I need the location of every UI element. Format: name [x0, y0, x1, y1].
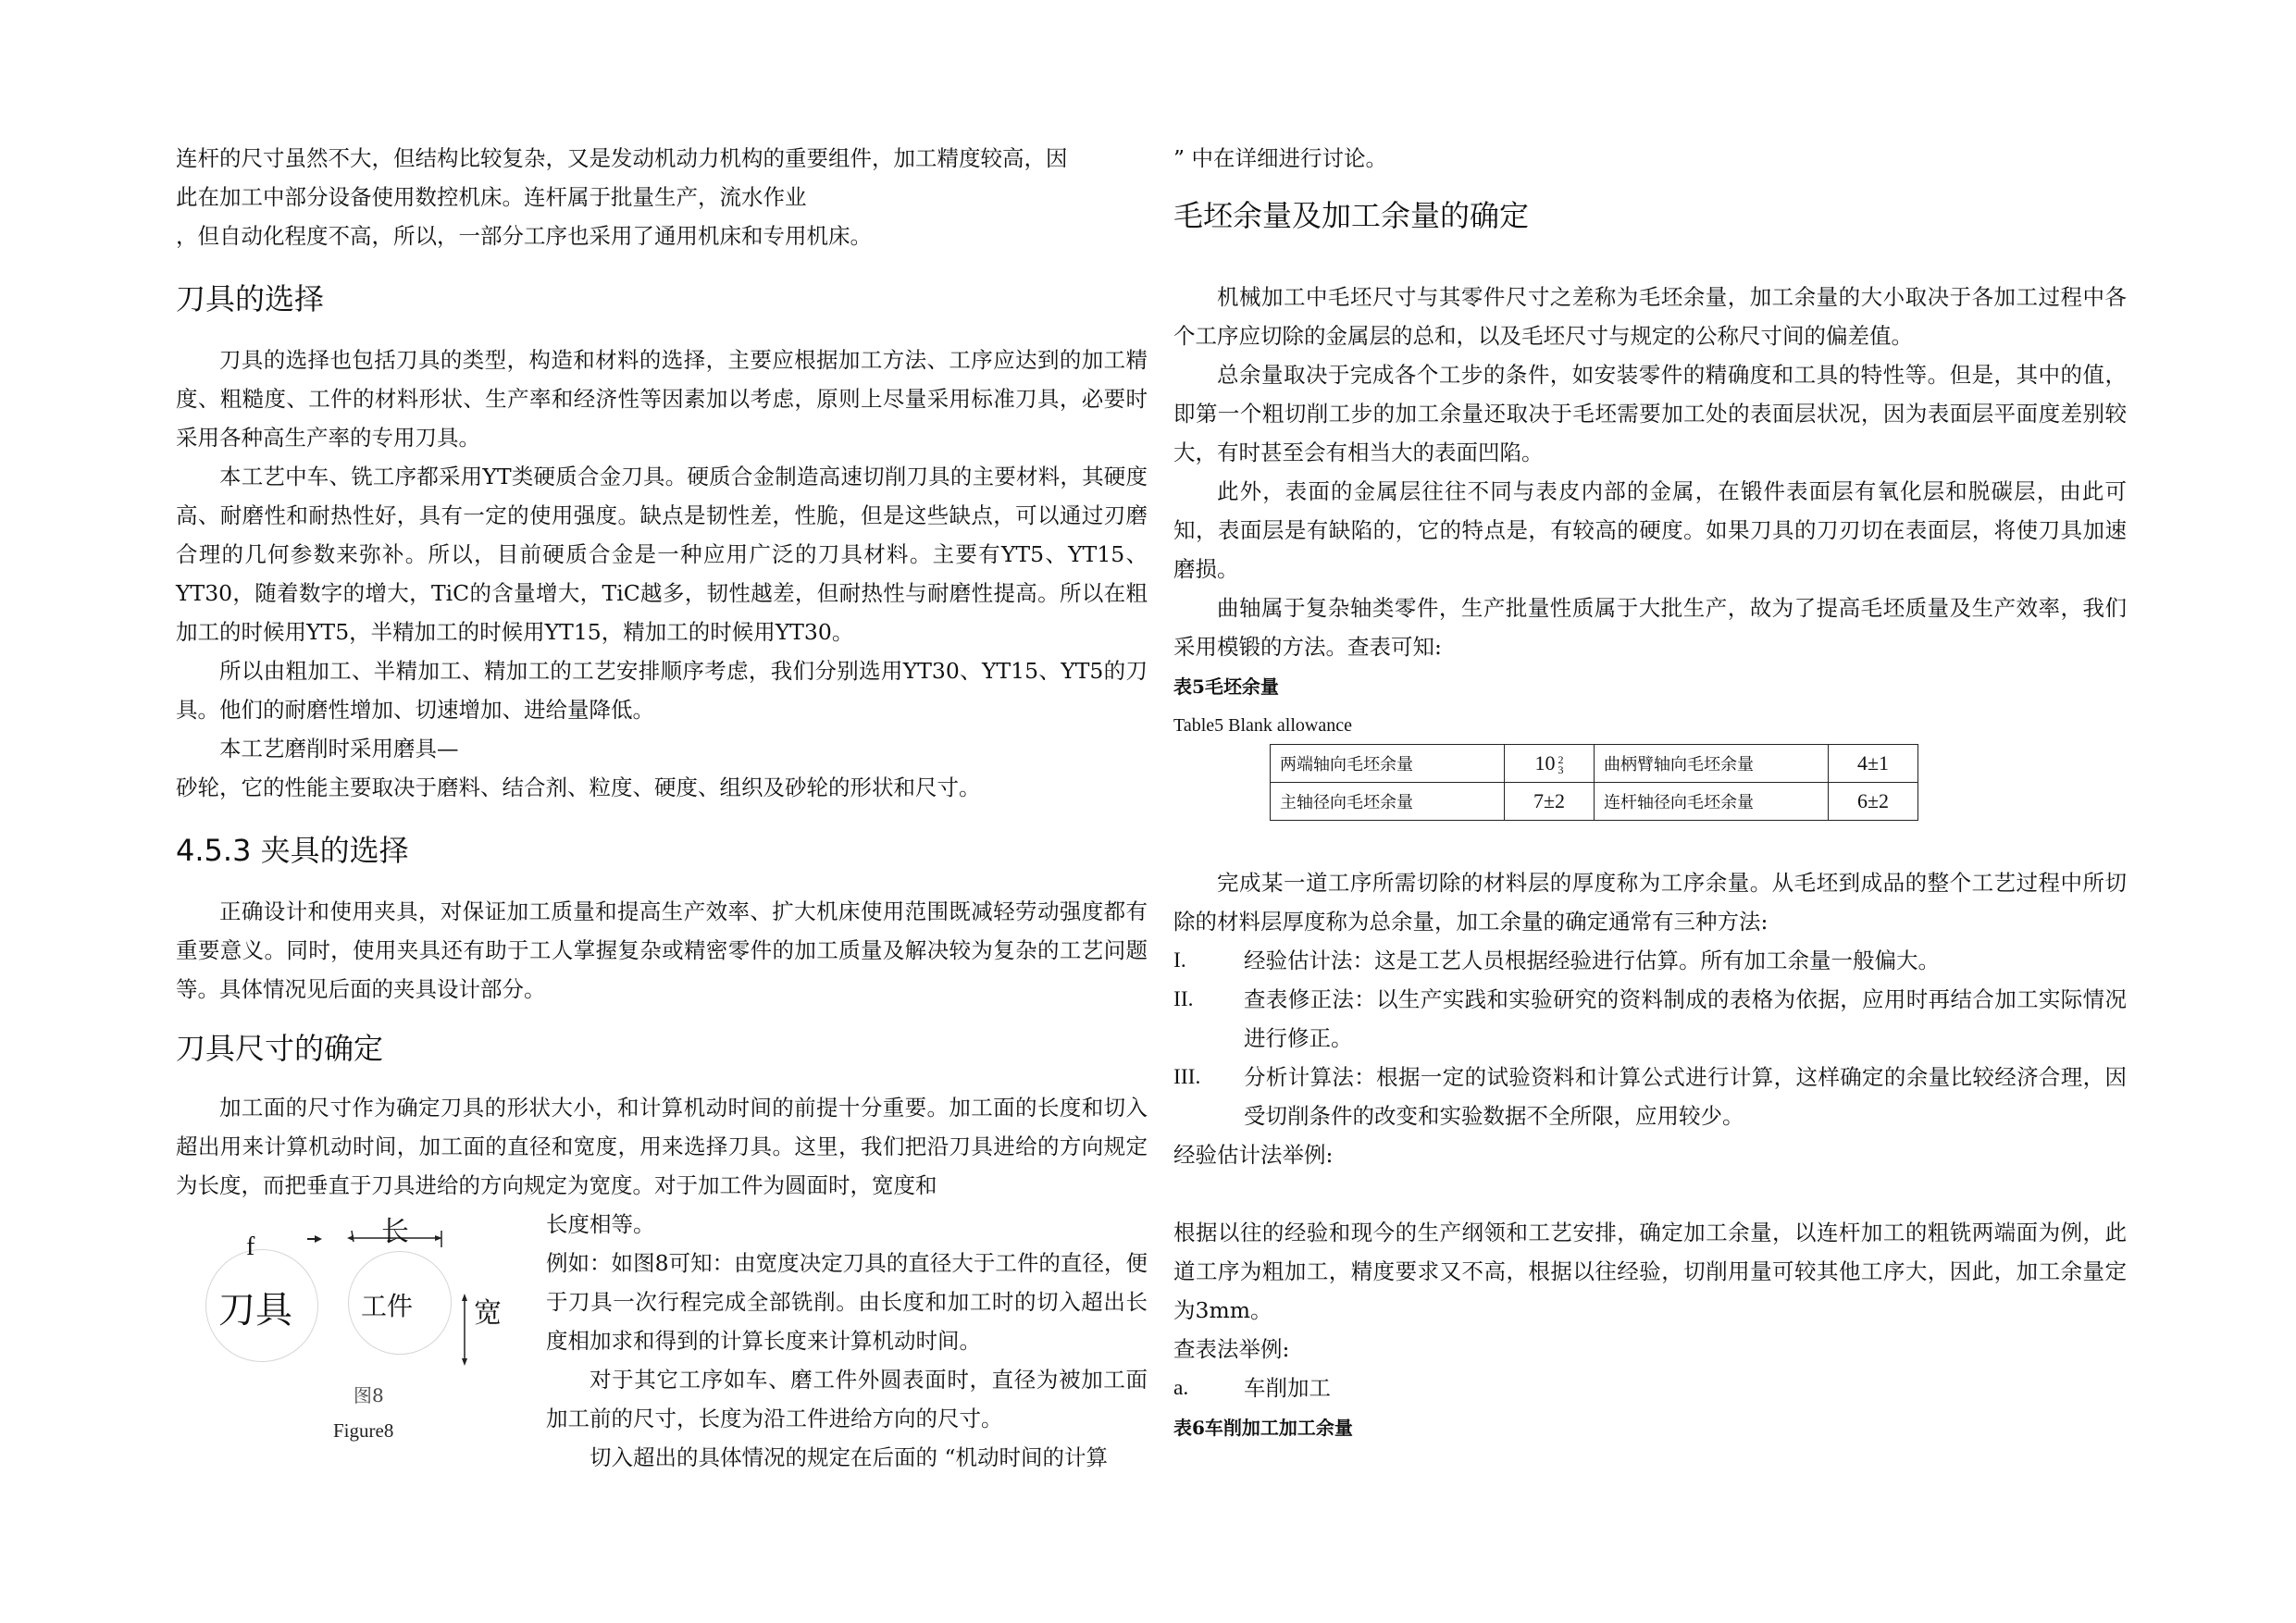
length-label: 长	[381, 1216, 409, 1248]
method-marker: III.	[1173, 1065, 1201, 1089]
heading-tool-selection: 刀具的选择	[176, 281, 325, 316]
method-item	[1173, 1058, 2127, 1135]
blank-paragraph-3: 此外，表面的金属层往往不同与表皮内部的金属，在锻件表面层有氧化层和脱碳层，由此可知，表面层是有缺陷的，它的特点是，有较高的硬度。如果刀具的刀刃切在表面层，将使刀具加速磨损。	[1173, 478, 2127, 582]
fixture-paragraph: 正确设计和使用夹具，对保证加工质量和提高生产效率、扩大机床使用范围既减轻劳动强度都有重要意义。同时，使用夹具还有助于工人掌握复杂或精密零件的加工质量及解决较为复杂的工艺问题等。具体情况见后面的夹具设计部分。	[176, 898, 1148, 1002]
table-row	[1271, 745, 1918, 783]
workpiece-label: 工件	[361, 1291, 414, 1321]
method-marker: II.	[1173, 987, 1194, 1011]
process-paragraph: 完成某一道工序所需切除的材料层的厚度称为工序余量。从毛坯到成品的整个工艺过程中所切除的材料层厚度称为总余量，加工余量的确定通常有三种方法:	[1173, 870, 2127, 935]
size-paragraph-1-end: 长度相等。	[546, 1211, 655, 1237]
feed-label: f	[246, 1233, 255, 1261]
figure-caption-en: Figure8	[333, 1419, 394, 1442]
blank-paragraph-2: 总余量取决于完成各个工步的条件，如安装零件的精确度和工具的特性等。但是，其中的值，即第一个粗切削工步的加工余量还取决于毛坯需要加工处的表面层状况，因为表面层平面度差别较大，有时甚至会有相当大的表面凹陷。	[1173, 362, 2127, 465]
tolerance-fraction: 2 3	[1558, 752, 1564, 776]
intro-line-2: 此在加工中部分设备使用数控机床。连杆属于批量生产，流水作业	[176, 184, 807, 210]
table-cell-value: 10 2 3	[1505, 745, 1595, 783]
blank-paragraph-1: 机械加工中毛坯尺寸与其零件尺寸之差称为毛坯余量，加工余量的大小取决于各加工过程中各个工序应切除的金属层的总和，以及毛坯尺寸与规定的公称尺寸间的偏差值。	[1173, 284, 2127, 349]
method-marker: I.	[1173, 948, 1186, 973]
figure-caption-cn: 图8	[354, 1384, 384, 1406]
lookup-text: 车削加工	[1244, 1375, 1331, 1401]
intro-line-1: 连杆的尺寸虽然不大，但结构比较复杂，又是发动机动力机构的重要组件，加工精度较高，因	[176, 145, 1068, 171]
width-label: 宽	[474, 1297, 502, 1330]
table-cell-value: 6±2	[1829, 783, 1918, 821]
heading-blank-allowance: 毛坯余量及加工余量的确定	[1173, 198, 1530, 233]
lookup-marker: a.	[1173, 1376, 1189, 1400]
method-text: 分析计算法：根据一定的试验资料和计算公式进行计算，这样确定的余量比较经济合理，因受切削条件的改变和实验数据不全所限，应用较少。	[1244, 1064, 2127, 1129]
tools-paragraph-3: 所以由粗加工、半精加工、精加工的工艺安排顺序考虑，我们分别选用YT30、YT15、YT5的刀具。他们的耐磨性增加、切速增加、进给量降低。	[176, 658, 1148, 723]
size-paragraph-3: 对于其它工序如车、磨工件外圆表面时，直径为被加工面加工前的尺寸，长度为沿工件进给方向的尺寸。	[546, 1367, 1148, 1431]
figure-8	[176, 1205, 537, 1482]
size-paragraph-4: 切入超出的具体情况的规定在后面的 “机动时间的计算	[590, 1444, 1108, 1470]
table-cell: 连杆轴径向毛坯余量	[1595, 783, 1829, 821]
right-column	[1173, 139, 2127, 1443]
table-cell: 两端轴向毛坯余量	[1271, 745, 1505, 783]
heading-tool-size: 刀具尺寸的确定	[176, 1031, 384, 1066]
lookup-item	[1173, 1369, 2127, 1407]
left-column	[176, 139, 1148, 1501]
method-text: 查表修正法：以生产实践和实验研究的资料制成的表格为依据，应用时再结合加工实际情况进行修正。	[1244, 986, 2127, 1051]
tools-paragraph-4a: 本工艺磨削时采用磨具—	[219, 736, 459, 762]
table-cell: 主轴径向毛坯余量	[1271, 783, 1505, 821]
blank-allowance-table	[1270, 744, 1918, 821]
size-paragraph-1: 加工面的尺寸作为确定刀具的形状大小，和计算机动时间的前提十分重要。加工面的长度和切入超出用来计算机动时间，加工面的直径和宽度，用来选择刀具。这里，我们把沿刀具进给的方向规定为长度，而把垂直于刀具进给的方向规定为宽度。对于加工件为圆面时，宽度和	[176, 1095, 1148, 1198]
method-item	[1173, 980, 2127, 1058]
tools-paragraph-2: 本工艺中车、铣工序都采用YT类硬质合金刀具。硬质合金制造高速切削刀具的主要材料，其硬度高、耐磨性和耐热性好，具有一定的使用强度。缺点是韧性差，性脆，但是这些缺点，可以通过刃磨合理的几何参数来弥补。所以，目前硬质合金是一种应用广泛的刀具材料。主要有YT5、YT15、YT30，随着数字的增大，TiC的含量增大，TiC越多，韧性越差，但耐热性与耐磨性提高。所以在粗加工的时候用YT5，半精加工的时候用YT15，精加工的时候用YT30。	[176, 464, 1148, 645]
example-text: 根据以往的经验和现今的生产纲领和工艺安排，确定加工余量，以连杆加工的粗铣两端面为例，此道工序为粗加工，精度要求又不高，根据以往经验，切削用量可较其他工序大，因此，加工余量定为3mm。	[1173, 1220, 2127, 1323]
intro-line-3: ，但自动化程度不高，所以，一部分工序也采用了通用机床和专用机床。	[176, 223, 872, 249]
continuation-line: ” 中在详细进行讨论。	[1173, 145, 1387, 171]
size-paragraph-2: 例如：如图8可知：由宽度决定刀具的直径大于工件的直径，便于刀具一次行程完成全部铣削。由长度和加工时的切入超出长度相加求和得到的计算长度来计算机动时间。	[546, 1250, 1148, 1354]
blank-paragraph-4: 曲轴属于复杂轴类零件，生产批量性质属于大批生产，故为了提高毛坯质量及生产效率，我们采用模锻的方法。查表可知:	[1173, 595, 2127, 660]
table-cell-value: 4±1	[1829, 745, 1918, 783]
table-cell: 曲柄臂轴向毛坯余量	[1595, 745, 1829, 783]
table-cell-value: 7±2	[1505, 783, 1595, 821]
example-title: 经验估计法举例:	[1173, 1142, 1334, 1168]
tool-label: 刀具	[218, 1289, 292, 1332]
heading-fixture-selection: 4.5.3 夹具的选择	[176, 833, 409, 868]
table-row	[1271, 783, 1918, 821]
tools-paragraph-4b: 砂轮，它的性能主要取决于磨料、结合剂、粒度、硬度、组织及砂轮的形状和尺寸。	[176, 774, 981, 800]
lookup-title: 查表法举例:	[1173, 1336, 1290, 1362]
figure-row	[176, 1205, 1148, 1501]
tools-paragraph-1: 刀具的选择也包括刀具的类型，构造和材料的选择，主要应根据加工方法、工序应达到的加工精度、粗糙度、工件的材料形状、生产率和经济性等因素加以考虑，原则上尽量采用标准刀具，必要时采用各种高生产率的专用刀具。	[176, 347, 1148, 451]
table6-caption: 表6车削加工加工余量	[1173, 1417, 1353, 1439]
table5-caption-cn: 表5毛坯余量	[1173, 675, 1279, 698]
table5-caption-en: Table5 Blank allowance	[1173, 715, 1352, 736]
method-text: 经验估计法：这是工艺人员根据经验进行估算。所有加工余量一般偏大。	[1244, 948, 1940, 973]
figure-side-text	[546, 1205, 1148, 1477]
method-item	[1173, 941, 2127, 980]
